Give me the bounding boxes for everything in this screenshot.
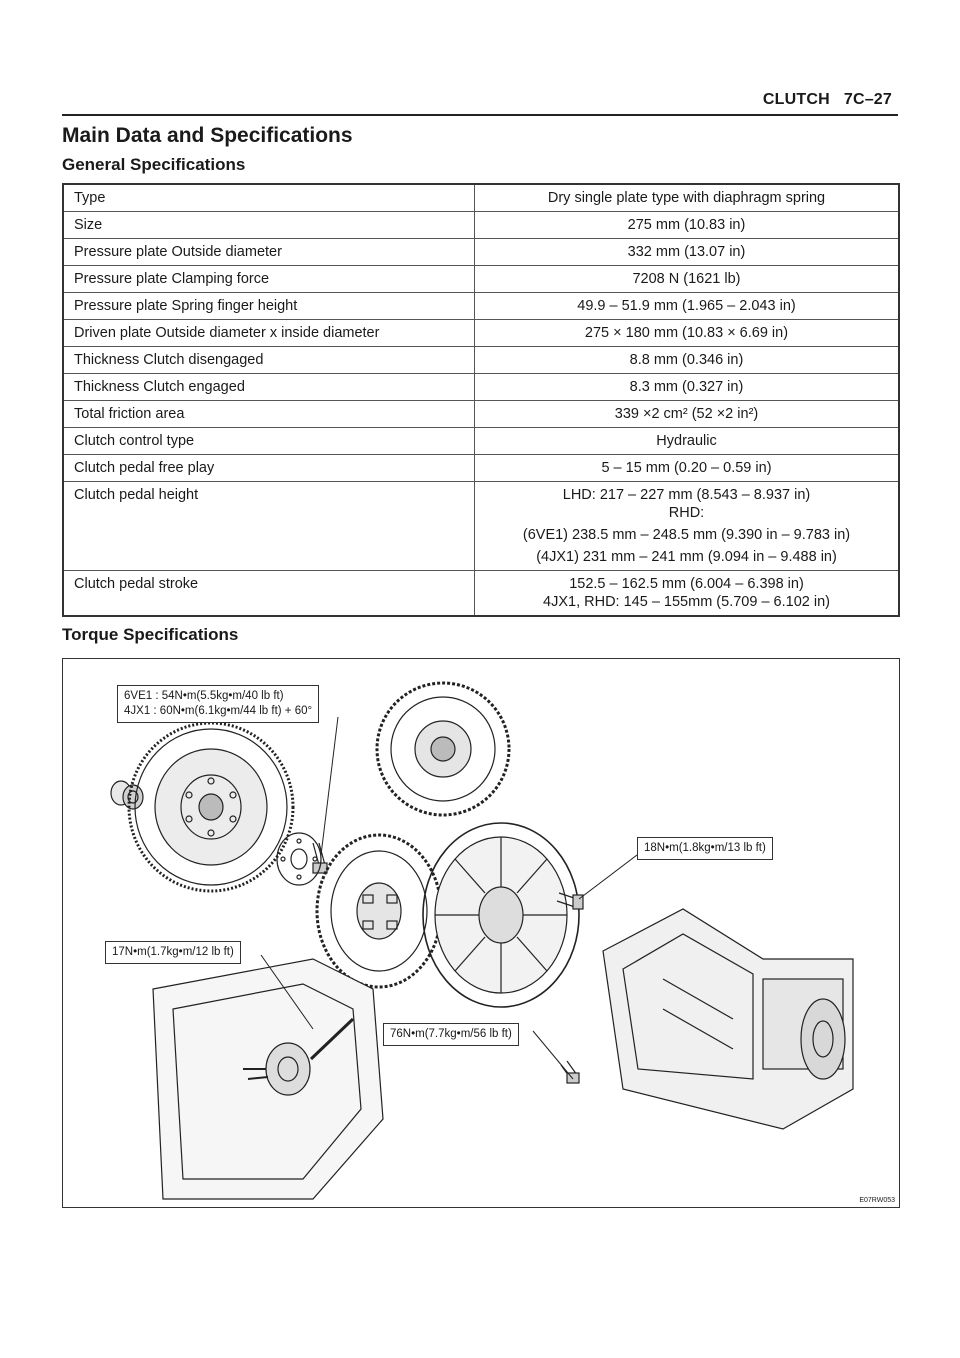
spec-row [63,212,899,239]
release-fork-torque-callout: 17N•m(1.7kg•m/12 lb ft) [105,941,241,964]
header-section: CLUTCH [762,91,830,108]
spec-value [475,455,900,482]
spec-value-line: LHD: 217 – 227 mm (8.543 – 8.937 in) [562,487,811,503]
spec-label: Type [63,184,475,212]
spec-value-line: (6VE1) 238.5 mm – 248.5 mm (9.390 in – 9.783 in) [522,527,851,543]
spec-label: Clutch control type [63,428,475,455]
spec-value-line: 339 ×2 cm² (52 ×2 in²) [614,406,759,422]
clutch-assembly-drawing [63,659,899,1207]
spec-value [475,428,900,455]
spec-value-line: 275 mm (10.83 in) [627,217,746,233]
spec-value [475,482,900,571]
spec-row [63,184,899,212]
header-text [763,91,892,109]
spec-row [63,293,899,320]
spec-row [63,320,899,347]
pressure-plate-drawing [423,823,579,1007]
spec-row [63,571,899,617]
spec-label: Clutch pedal stroke [63,571,475,617]
spec-label: Total friction area [63,401,475,428]
pressure-plate-bolt-torque-callout: 18N•m(1.8kg•m/13 lb ft) [637,837,773,860]
spacer-plate-drawing [277,833,321,885]
spec-label: Pressure plate Clamping force [63,266,475,293]
spec-value-line: 7208 N (1621 lb) [632,271,741,287]
spec-row [63,239,899,266]
spec-value [475,266,900,293]
spec-row [63,374,899,401]
spec-row [63,401,899,428]
spec-row [63,266,899,293]
spec-label: Pressure plate Spring finger height [63,293,475,320]
spec-label: Size [63,212,475,239]
spec-value-line: Dry single plate type with diaphragm spring [547,190,826,206]
flywheel-bolt-torque-callout [117,685,319,723]
figure-code: E07RW053 [859,1197,895,1204]
spec-value [475,212,900,239]
spec-label: Driven plate Outside diameter x inside diameter [63,320,475,347]
transmission-bolt-drawing [561,1061,579,1083]
spec-value [475,320,900,347]
transmission-bolt-torque-callout: 76N•m(7.7kg•m/56 lb ft) [383,1023,519,1046]
spec-row [63,347,899,374]
spec-value-line: RHD: [668,505,705,521]
spec-value-line: 8.8 mm (0.346 in) [629,352,744,368]
general-specifications-heading: General Specifications [62,155,246,174]
spec-label: Clutch pedal height [63,482,475,571]
spec-value-line: 5 – 15 mm (0.20 – 0.59 in) [601,460,772,476]
spec-value-line: Hydraulic [656,433,717,449]
spec-label: Thickness Clutch engaged [63,374,475,401]
torque-specifications-figure [62,658,900,1208]
page-title: Main Data and Specifications [62,124,353,147]
torque-6ve1: 6VE1 : 54N•m(5.5kg•m/40 lb ft) [124,690,284,702]
spec-value-line: 8.3 mm (0.327 in) [629,379,744,395]
flywheel-drawing [129,723,293,891]
spec-value [475,184,900,212]
spec-value-line: (4JX1) 231 mm – 241 mm (9.094 in – 9.488 in) [536,549,837,565]
spec-label: Pressure plate Outside diameter [63,239,475,266]
spec-value [475,571,900,617]
spec-row [63,482,899,571]
spec-value [475,239,900,266]
spec-value-line: 332 mm (13.07 in) [627,244,746,260]
spec-value-line: 275 × 180 mm (10.83 × 6.69 in) [584,325,789,341]
spec-value-line: 49.9 – 51.9 mm (1.965 – 2.043 in) [577,298,796,314]
spec-value [475,293,900,320]
transmission-drawing [603,909,853,1129]
torque-4jx1: 4JX1 : 60N•m(6.1kg•m/44 lb ft) + 60° [124,705,313,717]
spec-value-line: 152.5 – 162.5 mm (6.004 – 6.398 in) [569,576,804,592]
page-header [62,90,898,116]
clutch-disc-upper-drawing [377,683,509,815]
spec-label: Thickness Clutch disengaged [63,347,475,374]
general-specifications-table [62,183,900,617]
torque-specifications-heading: Torque Specifications [62,625,239,644]
spec-row [63,455,899,482]
header-page: 7C–27 [843,91,892,108]
spec-value [475,374,900,401]
spec-value [475,401,900,428]
spec-label: Clutch pedal free play [63,455,475,482]
spec-row [63,428,899,455]
clutch-housing-drawing [153,959,383,1199]
spec-value [475,347,900,374]
spec-value-line: 4JX1, RHD: 145 – 155mm (5.709 – 6.102 in) [543,594,830,610]
